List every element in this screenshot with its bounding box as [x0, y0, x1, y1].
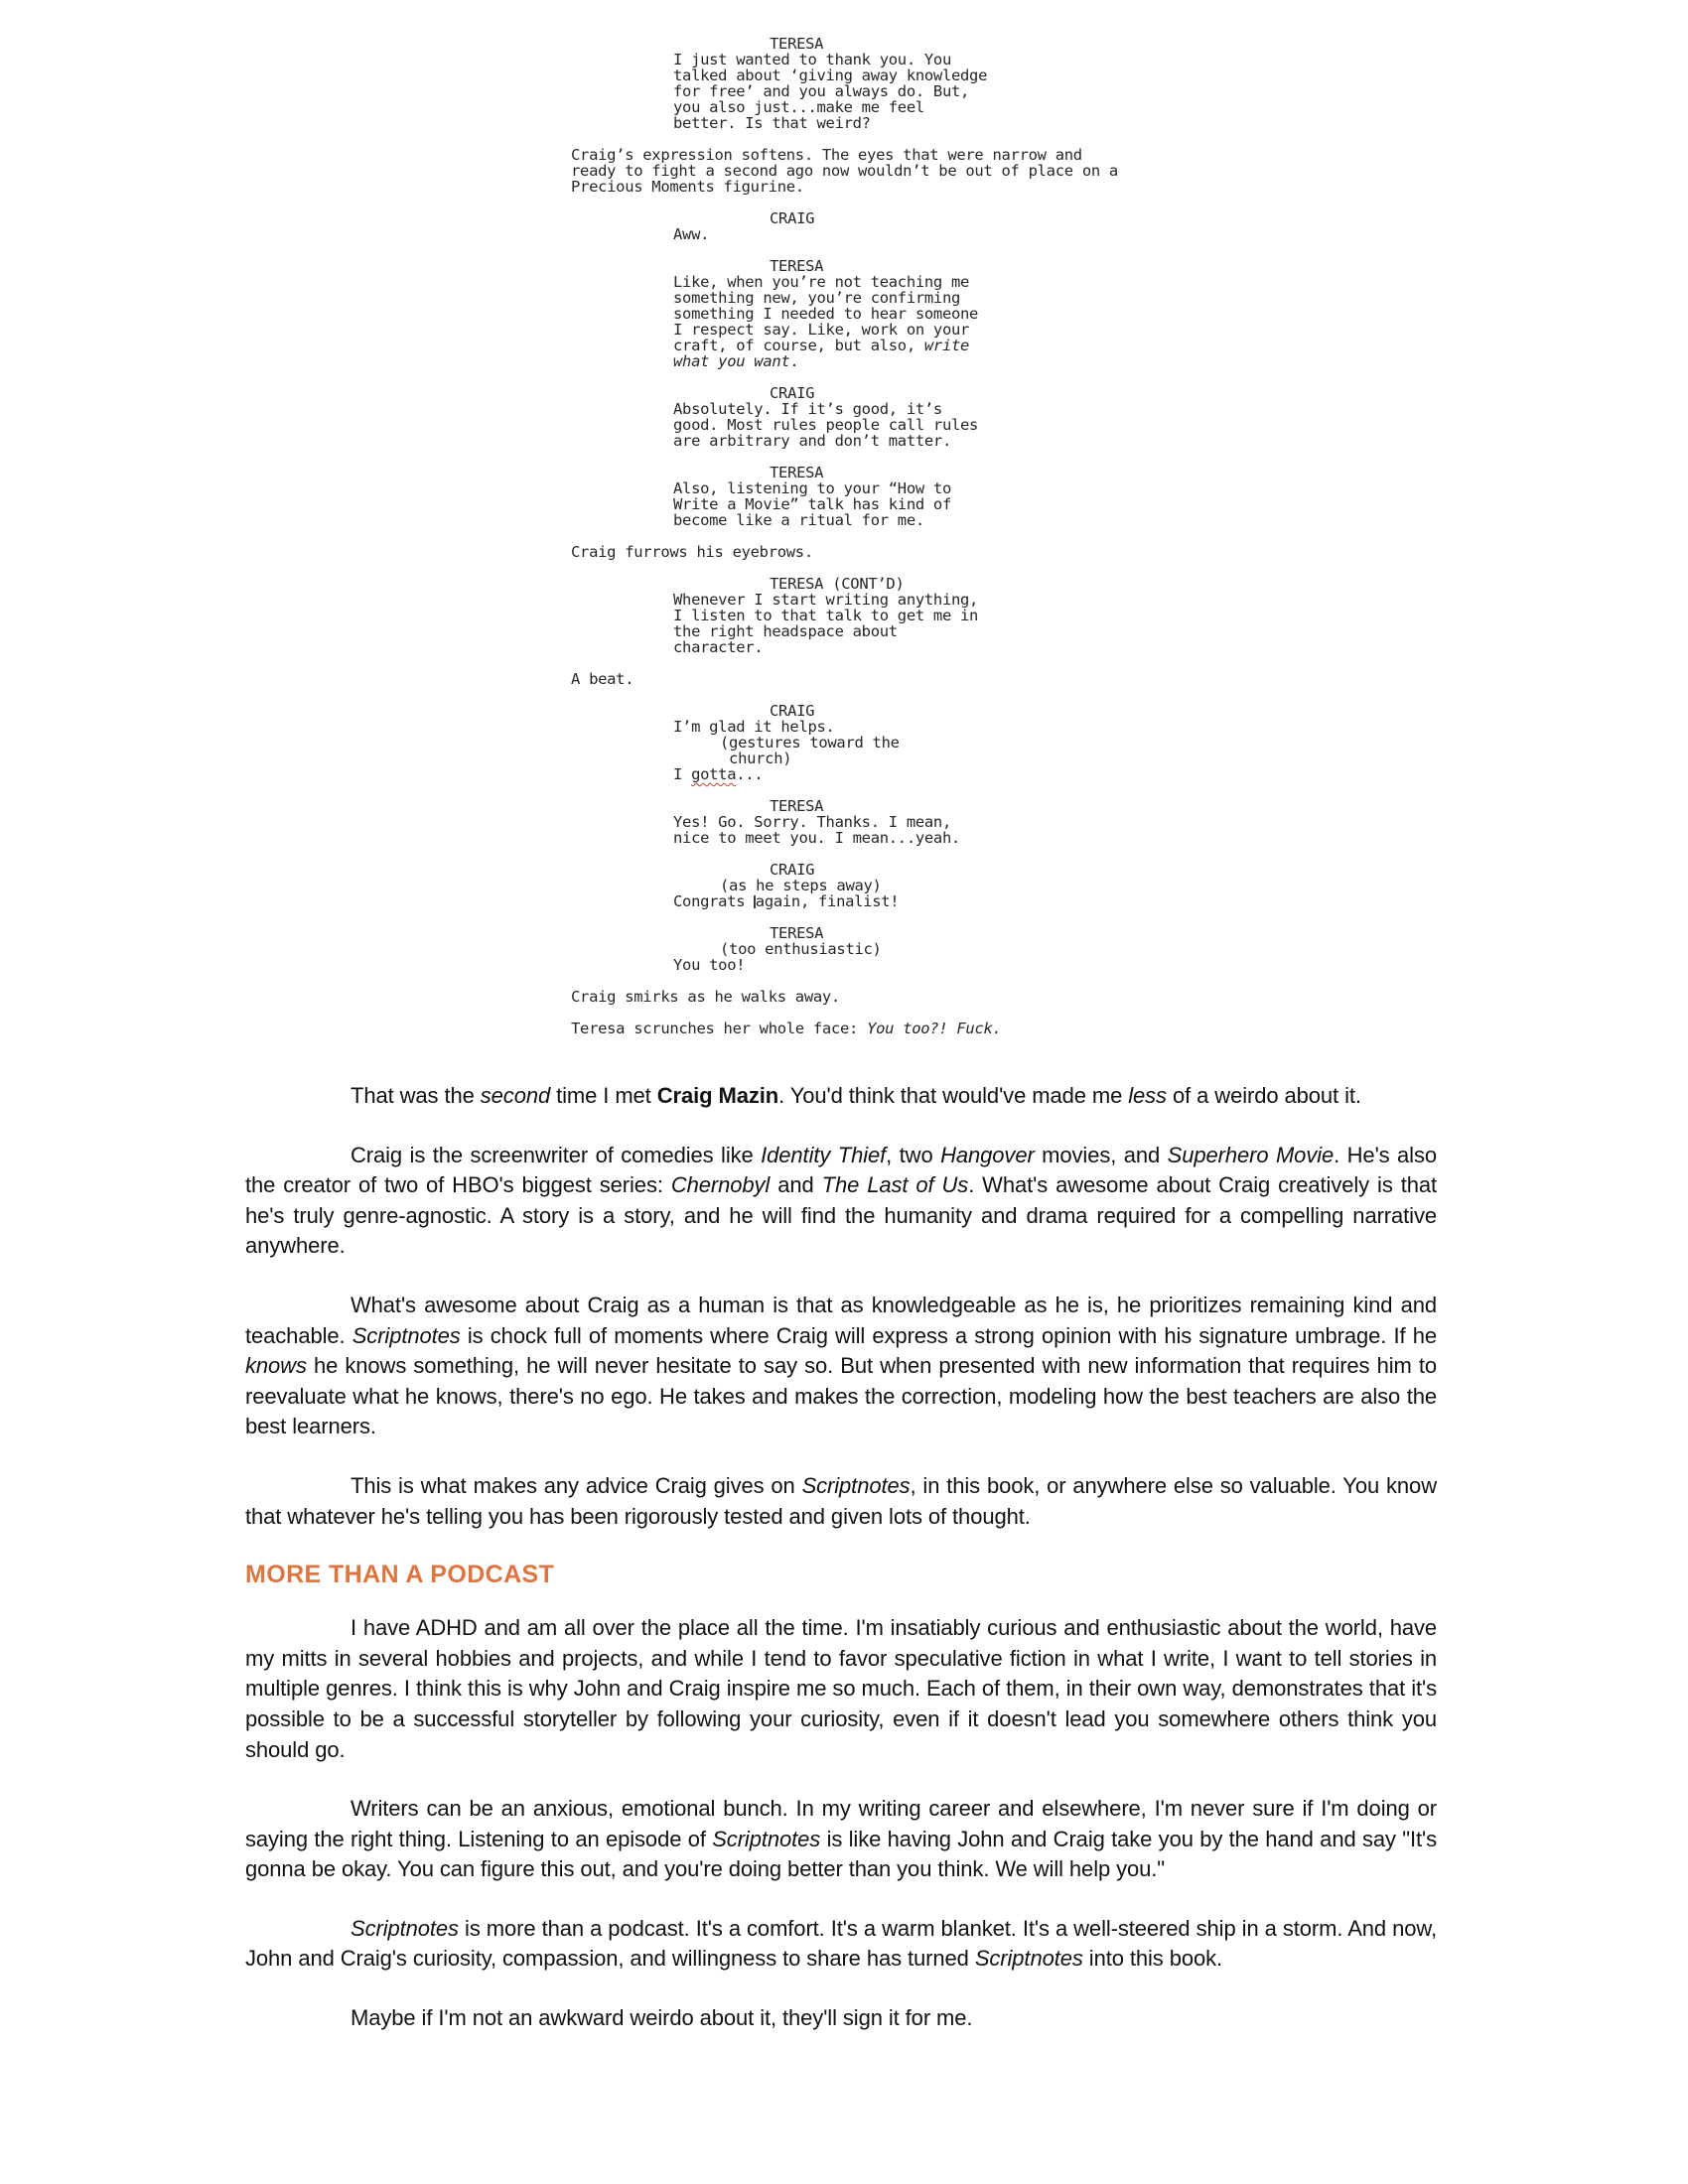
screenplay-line: You too!: [673, 956, 746, 974]
screenplay-line: Congrats again, finalist!: [673, 892, 900, 910]
screenplay-line: Aww.: [673, 225, 710, 243]
screenplay-line: TERESA (CONT’D): [770, 575, 905, 593]
screenplay-line: I gotta...: [673, 765, 764, 783]
section-heading: MORE THAN A PODCAST: [245, 1561, 555, 1589]
screenplay-line: better. Is that weird?: [673, 114, 871, 132]
screenplay-character: [770, 862, 1187, 878]
screenplay-dialogue: [673, 480, 1187, 528]
body-text: [245, 1081, 1437, 2034]
screenplay-line: Like, when you’re not teaching me: [673, 273, 970, 291]
screenplay-parenthetical: [720, 941, 1187, 957]
screenplay-line: I just wanted to thank you. You: [673, 51, 951, 68]
paragraph: Maybe if I'm not an awkward weirdo about it, they'll sign it for me.: [351, 2005, 973, 2031]
screenplay-line: TERESA: [770, 924, 824, 942]
screenplay-character: [770, 210, 1187, 226]
screenplay-dialogue: [673, 766, 1187, 782]
screenplay-line: Yes! Go. Sorry. Thanks. I mean,: [673, 813, 951, 831]
screenplay-dialogue: [673, 274, 1187, 369]
screenplay-line: Precious Moments figurine.: [571, 178, 804, 196]
screenplay-line: I’m glad it helps.: [673, 718, 835, 736]
screenplay-action: [571, 989, 1187, 1005]
screenplay-line: are arbitrary and don’t matter.: [673, 432, 951, 450]
screenplay-character: [770, 703, 1187, 719]
screenplay-dialogue: [673, 814, 1187, 846]
screenplay-line: (as he steps away): [720, 877, 882, 894]
screenplay-line: Absolutely. If it’s good, it’s: [673, 400, 942, 418]
paragraph: I have ADHD and am all over the place all the time. I'm insatiably curious and enthusiastic about the world, have my mitts in several hobbies and projects, and while I tend to favor speculative fiction in what I write, I want to tell stories in multiple genres. I think this is why John and Craig inspire me so much. Each of them, in their own way, demonstrates that it's possible to be a successful storyteller by following your curiosity, even if it doesn't lead you somewhere others think you should go.: [245, 1615, 1437, 1762]
screenplay-dialogue: [673, 592, 1187, 655]
screenplay-line: good. Most rules people call rules: [673, 416, 979, 434]
screenplay-excerpt: [571, 36, 1187, 1036]
screenplay-line: CRAIG: [770, 702, 815, 720]
screenplay-character: [770, 798, 1187, 814]
screenplay-character: [770, 258, 1187, 274]
screenplay-line: ready to fight a second ago now wouldn’t be out of place on a: [571, 162, 1118, 180]
screenplay-line: talked about ‘giving away knowledge: [673, 67, 988, 84]
screenplay-character: [770, 925, 1187, 941]
screenplay-line: church): [720, 750, 792, 767]
screenplay-line: TERESA: [770, 797, 824, 815]
screenplay-line: character.: [673, 638, 764, 656]
screenplay-character: [770, 385, 1187, 401]
paragraph: Scriptnotes is more than a podcast. It's a comfort. It's a warm blanket. It's a well-steered ship in a storm. And now, John and Craig's curiosity, compassion, and willingness to share has turned Scriptnotes into this book.: [245, 1915, 1437, 1972]
screenplay-dialogue: [673, 957, 1187, 973]
screenplay-dialogue: [673, 401, 1187, 449]
screenplay-line: Craig’s expression softens. The eyes that were narrow and: [571, 146, 1082, 164]
screenplay-line: I listen to that talk to get me in: [673, 607, 979, 624]
screenplay-action: [571, 544, 1187, 560]
screenplay-line: (gestures toward the: [720, 734, 900, 751]
screenplay-line: TERESA: [770, 464, 824, 481]
screenplay-line: TERESA: [770, 257, 824, 275]
paragraph: What's awesome about Craig as a human is that as knowledgeable as he is, he prioritizes remaining kind and teachable. Scriptnotes is chock full of moments where Craig will express a strong opinion with his signature umbrage. If he knows he knows something, he will never hesitate to say so. But when presented with new information that requires him to reevaluate what he knows, there's no ego. He takes and makes the correction, modeling how the best teachers are also the best learners.: [245, 1292, 1438, 1439]
screenplay-dialogue: [673, 52, 1187, 131]
screenplay-line: something I needed to hear someone: [673, 305, 979, 323]
screenplay-line: Craig smirks as he walks away.: [571, 988, 840, 1006]
screenplay-line: (too enthusiastic): [720, 940, 882, 958]
screenplay-line: something new, you’re confirming: [673, 289, 961, 307]
screenplay-dialogue: [673, 719, 1187, 735]
screenplay-line: CRAIG: [770, 209, 815, 227]
screenplay-line: Whenever I start writing anything,: [673, 591, 979, 609]
screenplay-dialogue: [673, 893, 1187, 909]
screenplay-line: the right headspace about: [673, 622, 898, 640]
screenplay-line: TERESA: [770, 35, 824, 53]
screenplay-line: Write a Movie” talk has kind of: [673, 495, 951, 513]
screenplay-action: [571, 671, 1187, 687]
screenplay-line: Craig furrows his eyebrows.: [571, 543, 813, 561]
screenplay-parenthetical: [720, 735, 1187, 766]
screenplay-line: CRAIG: [770, 861, 815, 879]
screenplay-line: CRAIG: [770, 384, 815, 402]
paragraph: Craig is the screenwriter of comedies like Identity Thief, two Hangover movies, and Superhero Movie. He's also the creator of two of HBO's biggest series: Chernobyl and The Last of Us. What's awesome about Craig creatively is that he's truly genre-agnostic. A story is a story, and he will find the humanity and drama required for a compelling narrative anywhere.: [245, 1142, 1438, 1259]
paragraph: Writers can be an anxious, emotional bunch. In my writing career and elsewhere, I'm never sure if I'm doing or saying the right thing. Listening to an episode of Scriptnotes is like having John and Craig take you by the hand and say "It's gonna be okay. You can figure this out, and you're doing better than you think. We will help you.": [245, 1796, 1437, 1882]
screenplay-line: craft, of course, but also, write: [673, 337, 970, 354]
screenplay-line: A beat.: [571, 670, 634, 688]
screenplay-dialogue: [673, 226, 1187, 242]
paragraph: This is what makes any advice Craig gives on Scriptnotes, in this book, or anywhere else so valuable. You know that whatever he's telling you has been rigorously tested and given lots of thought.: [245, 1472, 1437, 1529]
misspelled-word: gotta: [691, 765, 737, 783]
paragraph: That was the second time I met Craig Mazin. You'd think that would've made me less of a weirdo about it.: [351, 1083, 1361, 1108]
screenplay-line: I respect say. Like, work on your: [673, 321, 970, 339]
screenplay-line: Also, listening to your “How to: [673, 479, 951, 497]
screenplay-line: you also just...make me feel: [673, 98, 924, 116]
screenplay-character: [770, 36, 1187, 52]
screenplay-character: [770, 465, 1187, 480]
screenplay-action: [571, 147, 1187, 195]
screenplay-character: [770, 576, 1187, 592]
screenplay-line: become like a ritual for me.: [673, 511, 924, 529]
screenplay-line: nice to meet you. I mean...yeah.: [673, 829, 961, 847]
screenplay-parenthetical: [720, 878, 1187, 893]
screenplay-line: for free’ and you always do. But,: [673, 82, 970, 100]
screenplay-line: Teresa scrunches her whole face: You too?! Fuck.: [571, 1020, 1002, 1037]
screenplay-action: [571, 1021, 1187, 1036]
screenplay-line: what you want.: [673, 352, 799, 370]
